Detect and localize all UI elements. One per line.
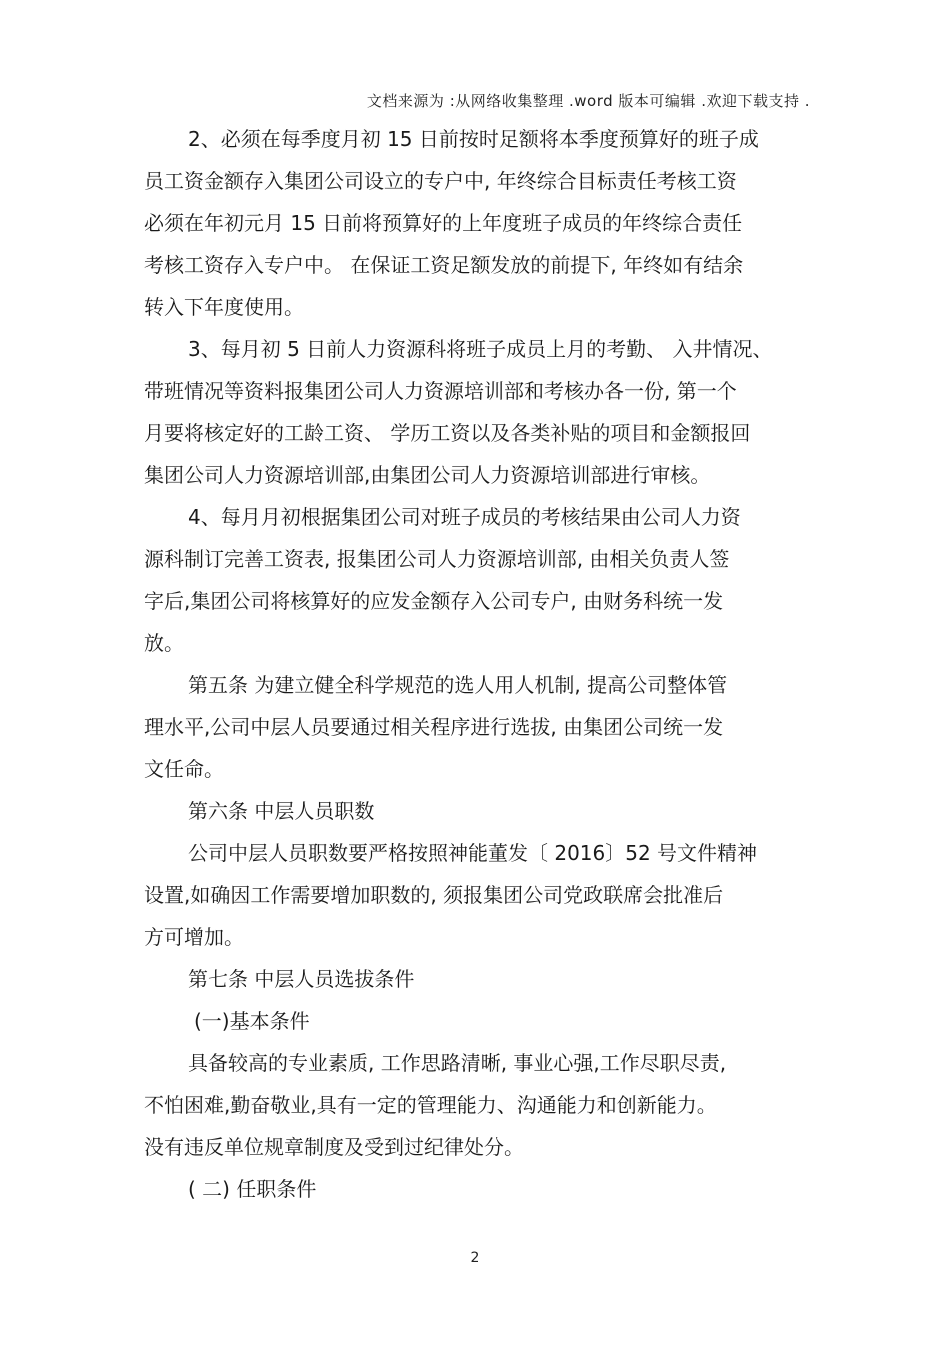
text-line: 设置,如确因工作需要增加职数的, 须报集团公司党政联席会批准后 bbox=[144, 883, 724, 907]
subsection-heading: (一)基本条件 bbox=[194, 1009, 310, 1033]
text-line: 理水平,公司中层人员要通过相关程序进行选拔, 由集团公司统一发 bbox=[144, 715, 724, 739]
text-line: 集团公司人力资源培训部,由集团公司人力资源培训部进行审核。 bbox=[144, 463, 711, 487]
section-heading: 第七条 中层人员选拔条件 bbox=[188, 967, 415, 991]
text-line: 不怕困难,勤奋敬业,具有一定的管理能力、沟通能力和创新能力。 bbox=[144, 1093, 717, 1117]
text-line: 2、必须在每季度月初 15 日前按时足额将本季度预算好的班子成 bbox=[188, 127, 759, 151]
text-line: 源科制订完善工资表, 报集团公司人力资源培训部, 由相关负责人签 bbox=[144, 547, 730, 571]
text-line: 具备较高的专业素质, 工作思路清晰, 事业心强,工作尽职尽责, bbox=[188, 1051, 727, 1075]
subsection-heading: ( 二) 任职条件 bbox=[188, 1177, 317, 1201]
text-line: 放。 bbox=[144, 631, 184, 655]
text-line: 没有违反单位规章制度及受到过纪律处分。 bbox=[144, 1135, 524, 1159]
text-line: 文任命。 bbox=[144, 757, 224, 781]
text-line: 公司中层人员职数要严格按照神能董发〔 2016〕52 号文件精神 bbox=[188, 841, 758, 865]
document-body bbox=[144, 118, 808, 1210]
text-line: 3、每月初 5 日前人力资源科将班子成员上月的考勤、 入井情况、 bbox=[188, 337, 773, 361]
text-line: 员工资金额存入集团公司设立的专户中, 年终综合目标责任考核工资 bbox=[144, 169, 737, 193]
section-heading: 第六条 中层人员职数 bbox=[188, 799, 375, 823]
text-line: 月要将核定好的工龄工资、 学历工资以及各类补贴的项目和金额报回 bbox=[144, 421, 751, 445]
text-line: 方可增加。 bbox=[144, 925, 244, 949]
text-line: 字后,集团公司将核算好的应发金额存入公司专户, 由财务科统一发 bbox=[144, 589, 724, 613]
text-line: 必须在年初元月 15 日前将预算好的上年度班子成员的年终综合责任 bbox=[144, 211, 743, 235]
text-line: 第五条 为建立健全科学规范的选人用人机制, 提高公司整体管 bbox=[188, 673, 728, 697]
text-line: 考核工资存入专户中。 在保证工资足额发放的前提下, 年终如有结余 bbox=[144, 253, 744, 277]
header-source-note: 文档来源为 :从网络收集整理 .word 版本可编辑 .欢迎下载支持 . bbox=[366, 92, 810, 110]
text-line: 4、每月月初根据集团公司对班子成员的考核结果由公司人力资 bbox=[188, 505, 741, 529]
text-line: 转入下年度使用。 bbox=[144, 295, 304, 319]
text-line: 带班情况等资料报集团公司人力资源培训部和考核办各一份, 第一个 bbox=[144, 379, 737, 403]
page-number: 2 bbox=[470, 1250, 480, 1266]
